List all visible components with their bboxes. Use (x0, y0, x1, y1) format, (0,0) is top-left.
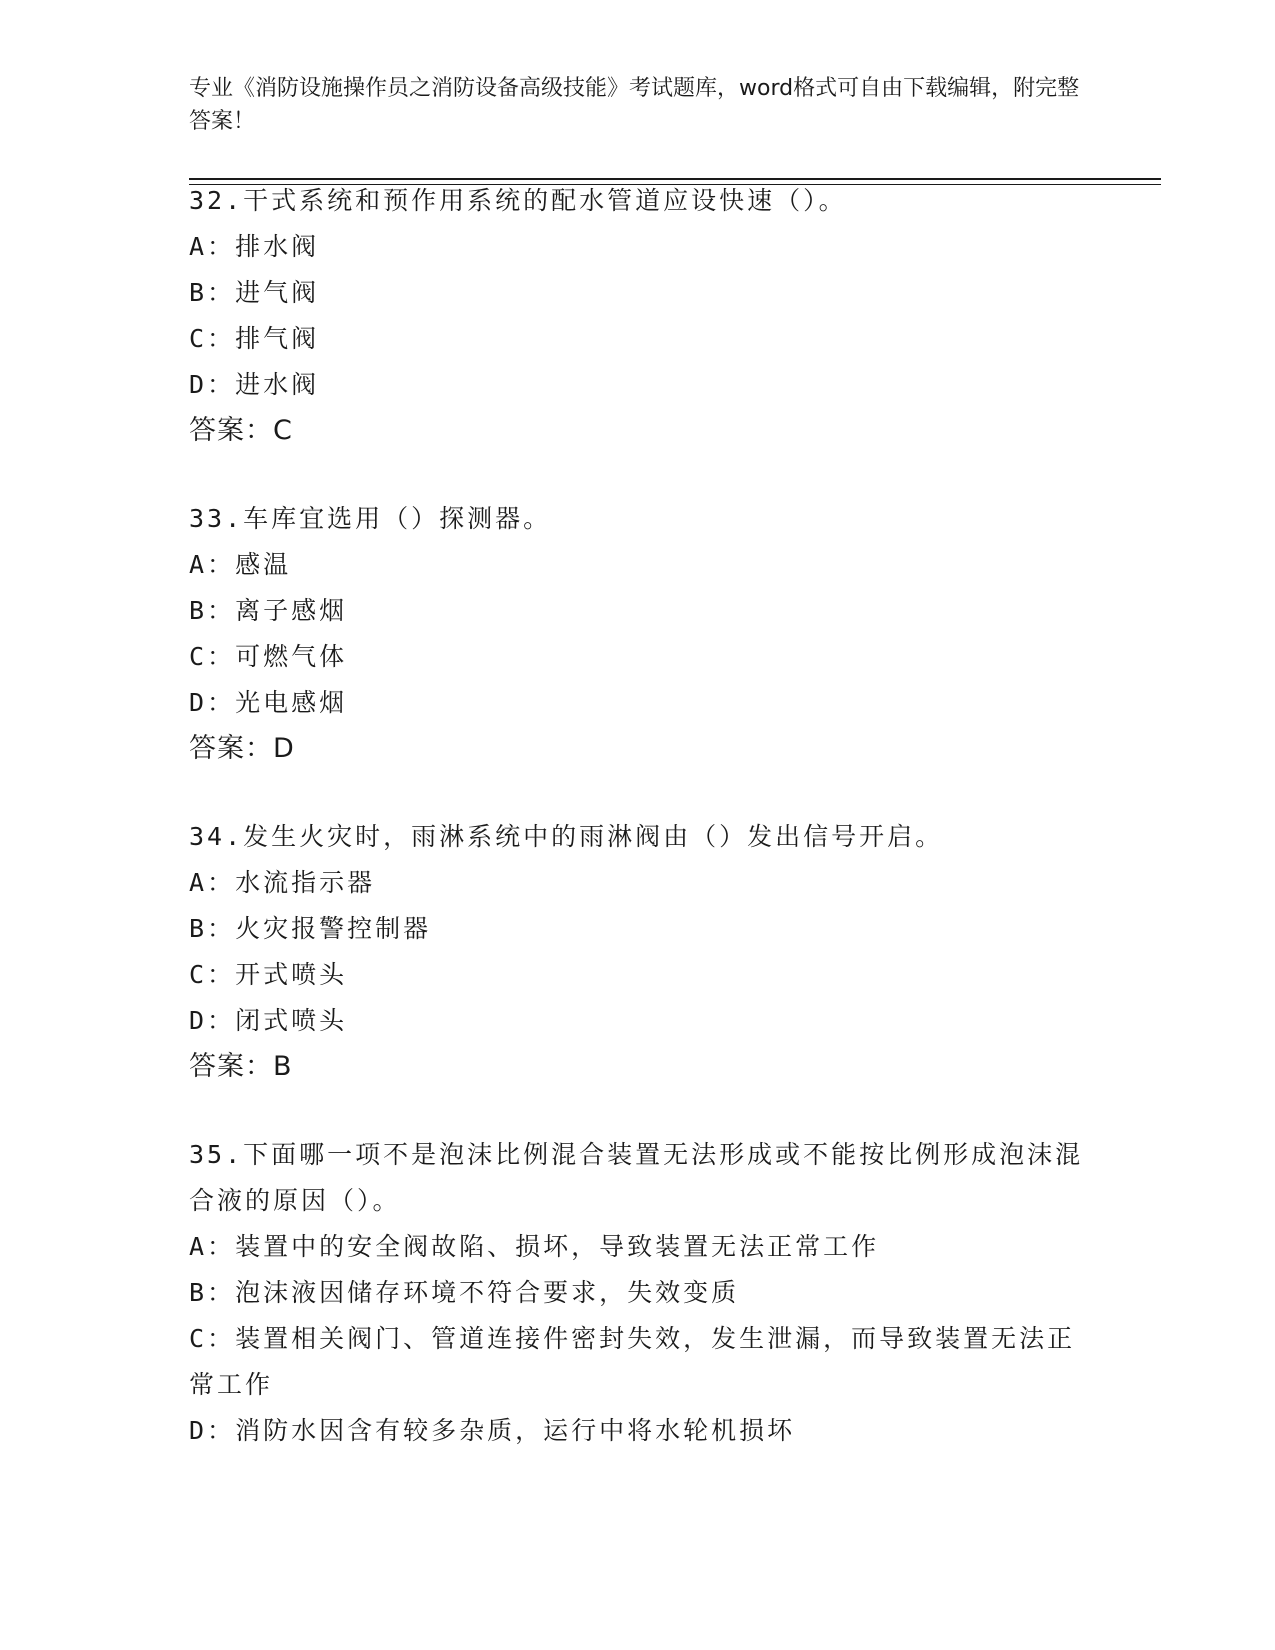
option-letter: D： (189, 370, 236, 399)
option-letter: A： (189, 232, 236, 261)
option-a (189, 1224, 1089, 1270)
option-text: 水流指示器 (235, 868, 376, 897)
option-letter: C： (189, 1324, 236, 1353)
option-letter: C： (189, 960, 236, 989)
option-text: 泡沫液因储存环境不符合要求，失效变质 (235, 1278, 740, 1307)
question-35 (189, 1132, 1089, 1454)
question-stem: 32.干式系统和预作用系统的配水管道应设快速（）。 (189, 186, 847, 215)
option-letter: A： (189, 550, 236, 579)
option-d (189, 1408, 1089, 1454)
answer: 答案：B (189, 1051, 293, 1082)
option-b (189, 270, 1089, 316)
option-letter: C： (189, 324, 236, 353)
option-text: 消防水因含有较多杂质，运行中将水轮机损坏 (235, 1416, 796, 1445)
option-letter: D： (189, 688, 236, 717)
option-d (189, 998, 1089, 1044)
option-a (189, 860, 1089, 906)
option-c (189, 952, 1089, 998)
answer: 答案：C (189, 415, 293, 446)
option-a (189, 542, 1089, 588)
option-d (189, 362, 1089, 408)
option-text: 进气阀 (235, 278, 320, 307)
option-letter: A： (189, 1232, 236, 1261)
question-34 (189, 814, 1089, 1090)
question-stem: 34.发生火灾时，雨淋系统中的雨淋阀由（）发出信号开启。 (189, 822, 944, 851)
option-c (189, 1316, 1089, 1408)
option-letter: B： (189, 278, 236, 307)
question-stem: 35.下面哪一项不是泡沫比例混合装置无法形成或不能按比例形成泡沫混合液的原因（）。 (189, 1140, 1084, 1215)
option-text: 排气阀 (235, 324, 320, 353)
document-header: 专业《消防设施操作员之消防设备高级技能》考试题库，word格式可自由下载编辑，附完整答案！ (189, 76, 1080, 134)
option-text: 可燃气体 (235, 642, 348, 671)
option-text: 感温 (235, 550, 292, 579)
option-text: 排水阀 (235, 232, 320, 261)
option-text: 装置相关阀门、管道连接件密封失效，发生泄漏，而导致装置无法正常工作 (189, 1324, 1076, 1399)
option-text: 火灾报警控制器 (235, 914, 432, 943)
option-text: 进水阀 (235, 370, 320, 399)
option-text: 闭式喷头 (235, 1006, 348, 1035)
answer: 答案：D (189, 733, 295, 764)
option-a (189, 224, 1089, 270)
question-stem: 33.车库宜选用（）探测器。 (189, 504, 552, 533)
option-letter: D： (189, 1416, 236, 1445)
option-letter: D： (189, 1006, 236, 1035)
option-b (189, 906, 1089, 952)
question-32 (189, 178, 1089, 454)
option-c (189, 634, 1089, 680)
option-text: 光电感烟 (235, 688, 348, 717)
option-letter: B： (189, 1278, 236, 1307)
question-33 (189, 496, 1089, 772)
option-letter: C： (189, 642, 236, 671)
option-letter: B： (189, 914, 236, 943)
option-d (189, 680, 1089, 726)
option-text: 开式喷头 (235, 960, 348, 989)
option-b (189, 588, 1089, 634)
option-b (189, 1270, 1089, 1316)
option-letter: B： (189, 596, 236, 625)
option-letter: A： (189, 868, 236, 897)
option-text: 离子感烟 (235, 596, 348, 625)
option-text: 装置中的安全阀故陷、损坏，导致装置无法正常工作 (235, 1232, 880, 1261)
option-c (189, 316, 1089, 362)
